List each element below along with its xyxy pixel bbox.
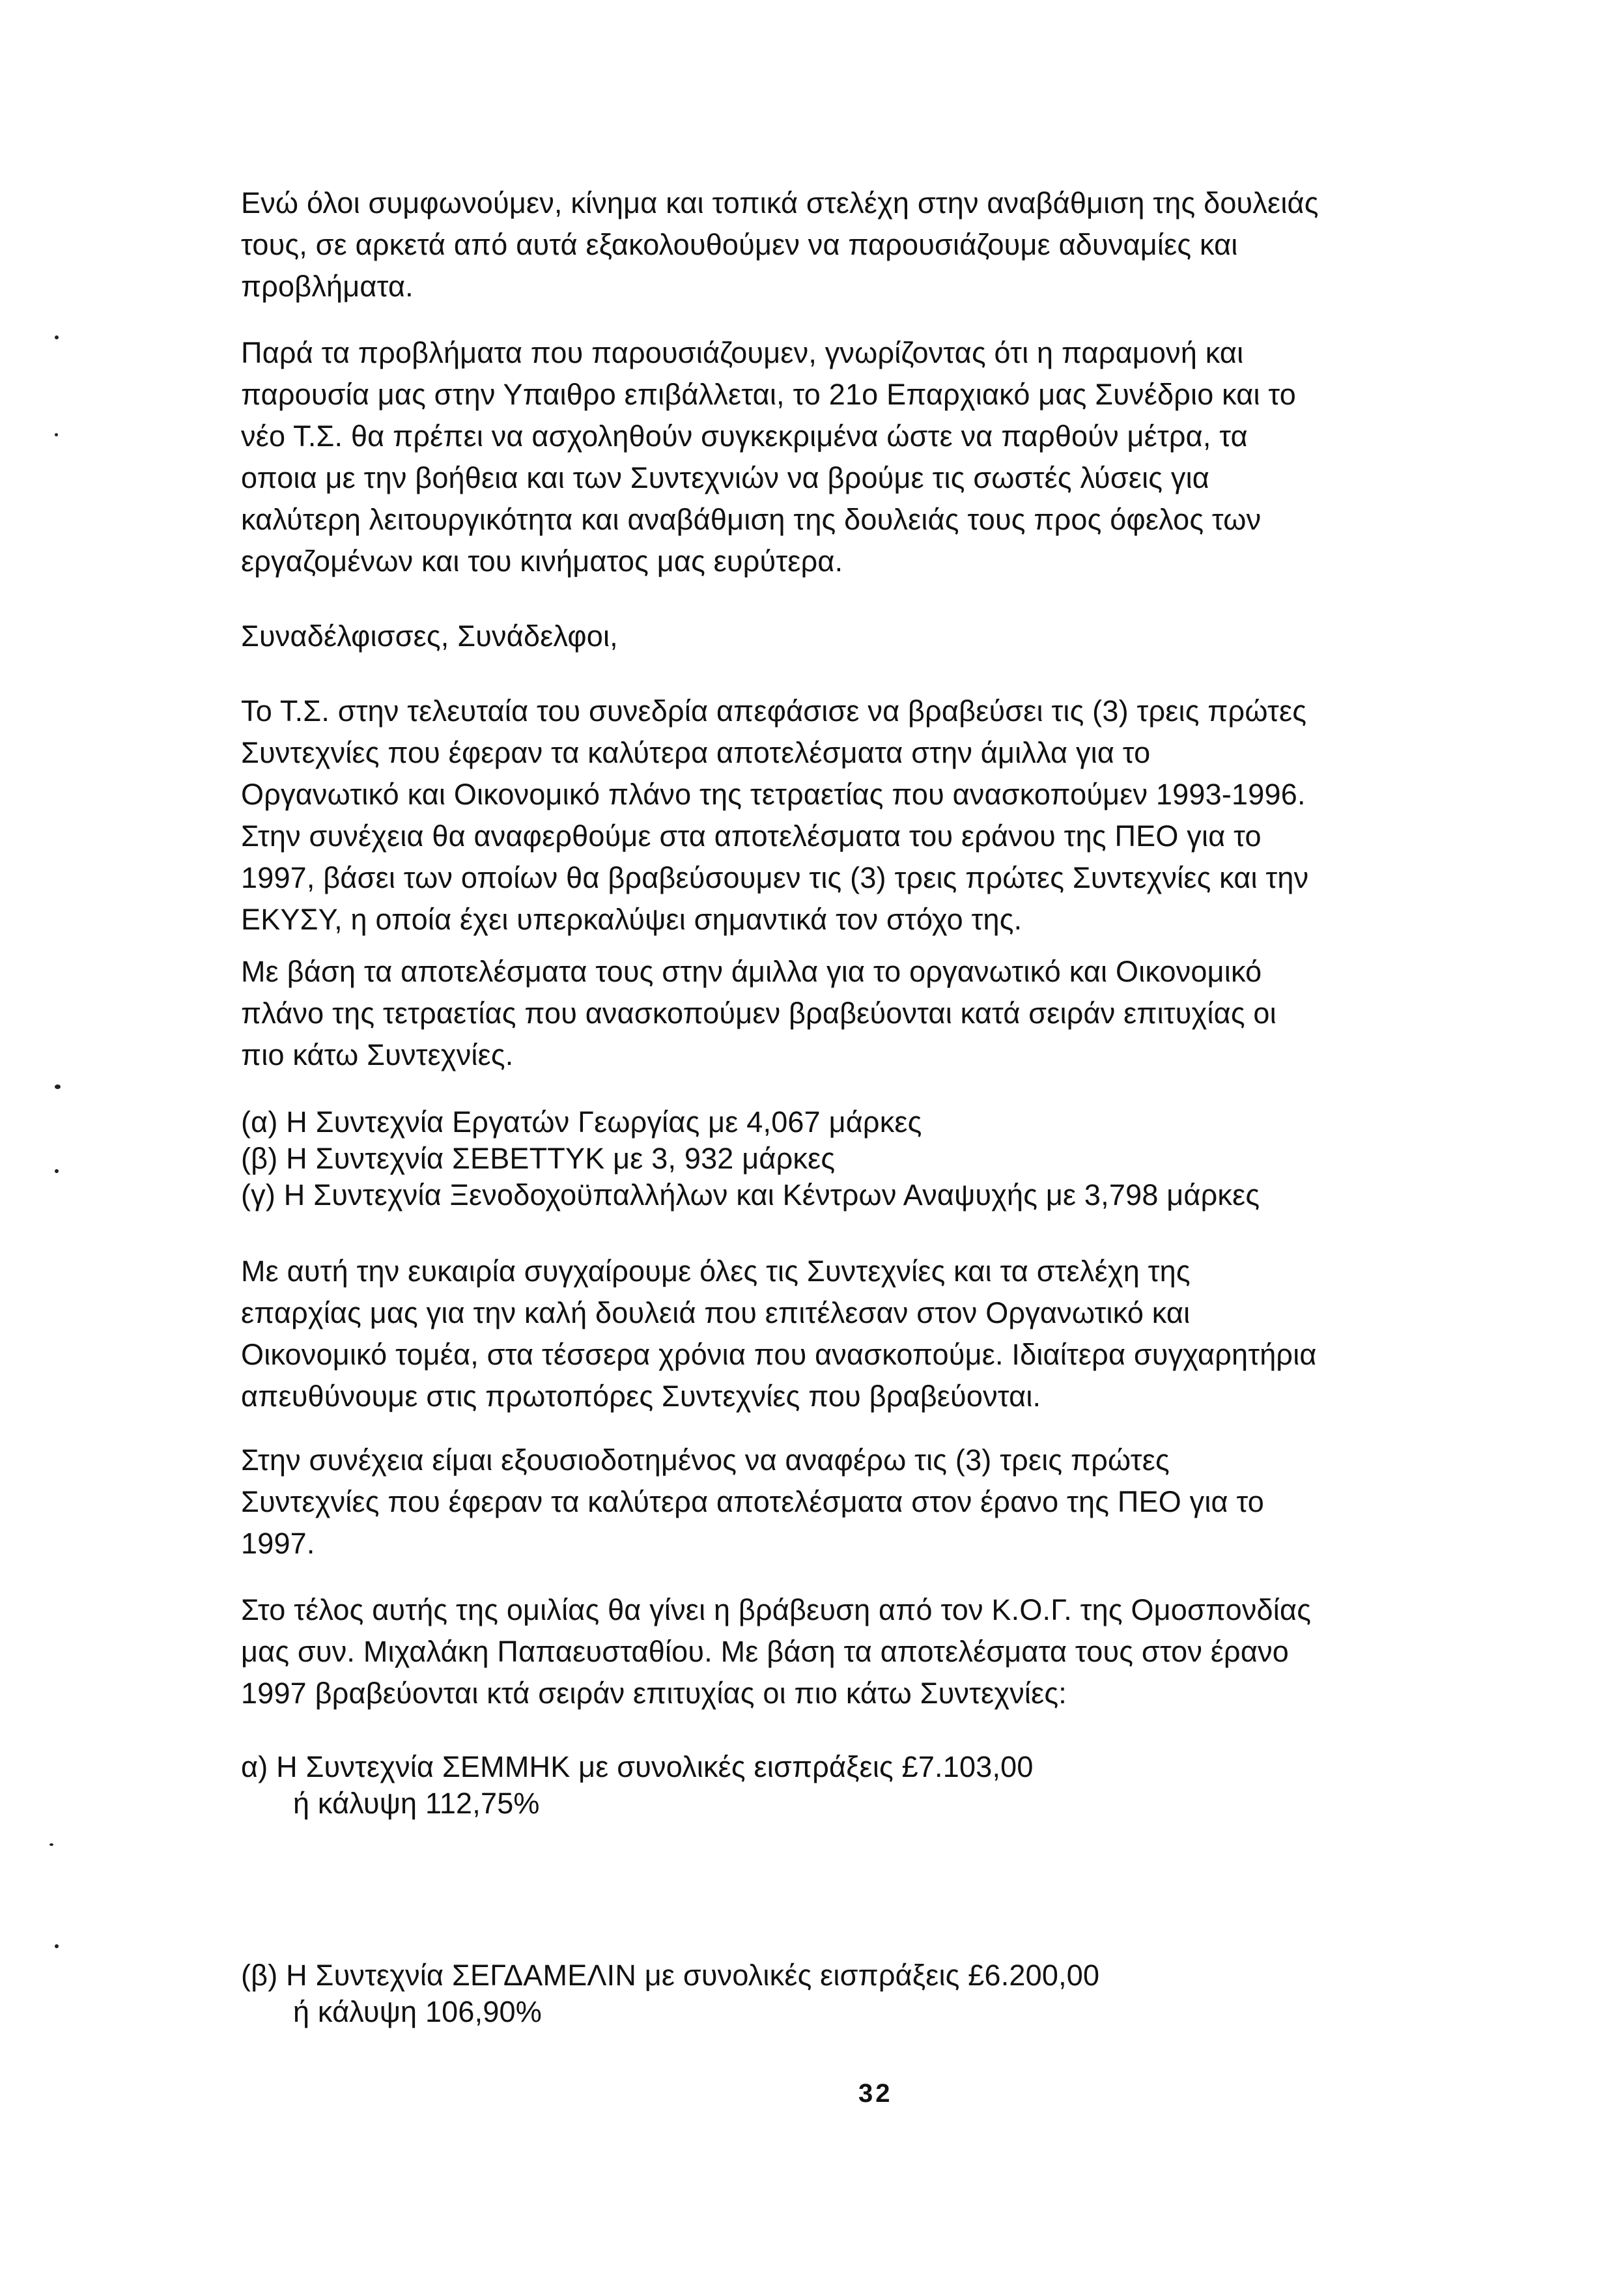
text-line: καλύτερη λειτουργικότητα και αναβάθμιση της δουλειάς τους προς όφελος των [241, 503, 1262, 536]
scan-speck [49, 1843, 53, 1846]
salutation [241, 616, 1478, 657]
text-line: Οικονομικό τομέα, στα τέσσερα χρόνια που ανασκοπούμε. Ιδιαίτερα συγχαρητήρια [241, 1338, 1317, 1371]
paragraph-1 [241, 182, 1478, 307]
text-line: Με αυτή την ευκαιρία συγχαίρουμε όλες τις Συντεχνίες και τα στελέχη της [241, 1254, 1191, 1288]
text-line: 1997 βραβεύονται κτά σειράν επιτυχίας οι πιο κάτω Συντεχνίες: [241, 1677, 1067, 1710]
text-line: οποια με την βοήθεια και των Συντεχνιών να βρούμε τις σωστές λύσεις για [241, 461, 1210, 494]
text-line: νέο Τ.Σ. θα πρέπει να ασχοληθούν συγκεκριμένα ώστε να παρθούν μέτρα, τα [241, 419, 1248, 453]
text-line: τους, σε αρκετά από αυτά εξακολουθούμεν να παρουσιάζουμε αδυναμίες και [241, 228, 1238, 261]
list-item: α) Η Συντεχνία ΣΕΜΜΗΚ με συνολικές εισπράξεις £7.103,00 [241, 1750, 1034, 1783]
text-line: Συντεχνίες που έφεραν τα καλύτερα αποτελέσματα στον έρανο της ΠΕΟ για το [241, 1485, 1265, 1518]
paragraph-congratulations [241, 1251, 1478, 1417]
scan-speck [55, 1084, 61, 1089]
text-line: Οργανωτικό και Οικονομικό πλάνο της τετραετίας που ανασκοπούμεν 1993-1996. [241, 778, 1306, 811]
text-line: Στο τέλος αυτής της ομιλίας θα γίνει η βράβευση από τον Κ.Ο.Γ. της Ομοσπονδίας [241, 1593, 1312, 1626]
text-line: Παρά τα προβλήματα που παρουσιάζουμεν, γνωρίζοντας ότι η παραμονή και [241, 336, 1244, 369]
page-number: 32 [858, 2079, 893, 2108]
text-line: Στην συνέχεια είμαι εξουσιοδοτημένος να αναφέρω τις (3) τρεις πρώτες [241, 1443, 1170, 1477]
text-line: Ενώ όλοι συμφωνούμεν, κίνημα και τοπικά στελέχη στην αναβάθμιση της δουλειάς [241, 186, 1319, 220]
paragraph-2 [241, 332, 1478, 582]
paragraph-closing-ceremony [241, 1589, 1478, 1714]
text-line: Συναδέλφισσες, Συνάδελφοι, [241, 619, 618, 653]
paragraph-organisational-results [241, 951, 1478, 1076]
text-line: Στην συνέχεια θα αναφερθούμε στα αποτελέσματα του εράνου της ΠΕΟ για το [241, 819, 1262, 853]
list-item: (β) Η Συντεχνία ΣΕΒΕΤΤΥΚ με 3, 932 μάρκες [241, 1142, 836, 1175]
scan-speck [55, 1169, 59, 1173]
list-item: (γ) Η Συντεχνία Ξενοδοχοϋπαλλήλων και Κέντρων Αναψυχής με 3,798 μάρκες [241, 1178, 1260, 1212]
awards-list [241, 1104, 1478, 1213]
text-line: προβλήματα. [241, 270, 414, 303]
scan-speck [55, 335, 59, 339]
text-line: εργαζομένων και του κινήματος μας ευρύτερα. [241, 545, 843, 578]
scan-speck [55, 1944, 59, 1948]
text-line: απευθύνουμε στις πρωτοπόρες Συντεχνίες που βραβεύονται. [241, 1380, 1041, 1413]
text-line: παρουσία μας στην Υπαιθρο επιβάλλεται, το 21ο Επαρχιακό μας Συνέδριο και το [241, 378, 1296, 411]
paragraph-fundraising-intro [241, 1439, 1478, 1565]
text-line: επαρχίας μας για την καλή δουλειά που επιτέλεσαν στον Οργανωτικό και [241, 1296, 1191, 1329]
text-line: Συντεχνίες που έφεραν τα καλύτερα αποτελέσματα στην άμιλλα για το [241, 736, 1151, 769]
coverage-line: ή κάλυψη 106,90% [293, 1995, 542, 2028]
coverage-line: ή κάλυψη 112,75% [293, 1787, 540, 1820]
text-line: πιο κάτω Συντεχνίες. [241, 1038, 514, 1071]
scan-speck [55, 433, 58, 436]
text-line: ΕΚΥΣΥ, η οποία έχει υπερκαλύψει σημαντικά τον στόχο της. [241, 903, 1023, 936]
text-line: Το Τ.Σ. στην τελευταία του συνεδρία απεφάσισε να βραβεύσει τις (3) τρεις πρώτες [241, 694, 1307, 728]
list-item: (β) Η Συντεχνία ΣΕΓΔΑΜΕΛΙΝ με συνολικές εισπράξεις £6.200,00 [241, 1959, 1100, 1992]
text-line: Με βάση τα αποτελέσματα τους στην άμιλλα για το οργανωτικό και Οικονομικό [241, 955, 1262, 988]
fundraising-item-a [241, 1749, 1478, 1822]
fundraising-item-b [241, 1957, 1478, 2030]
text-line: 1997, βάσει των οποίων θα βραβεύσουμεν τις (3) τρεις πρώτες Συντεχνίες και την [241, 861, 1309, 894]
paragraph-awards-intro [241, 690, 1478, 941]
text-line: 1997. [241, 1527, 315, 1560]
list-item: (α) Η Συντεχνία Εργατών Γεωργίας με 4,067 μάρκες [241, 1105, 922, 1139]
text-line: πλάνο της τετραετίας που ανασκοπούμεν βραβεύονται κατά σειράν επιτυχίας οι [241, 997, 1277, 1030]
text-line: μας συν. Μιχαλάκη Παπαευσταθίου. Με βάση τα αποτελέσματα τους στον έρανο [241, 1635, 1289, 1668]
